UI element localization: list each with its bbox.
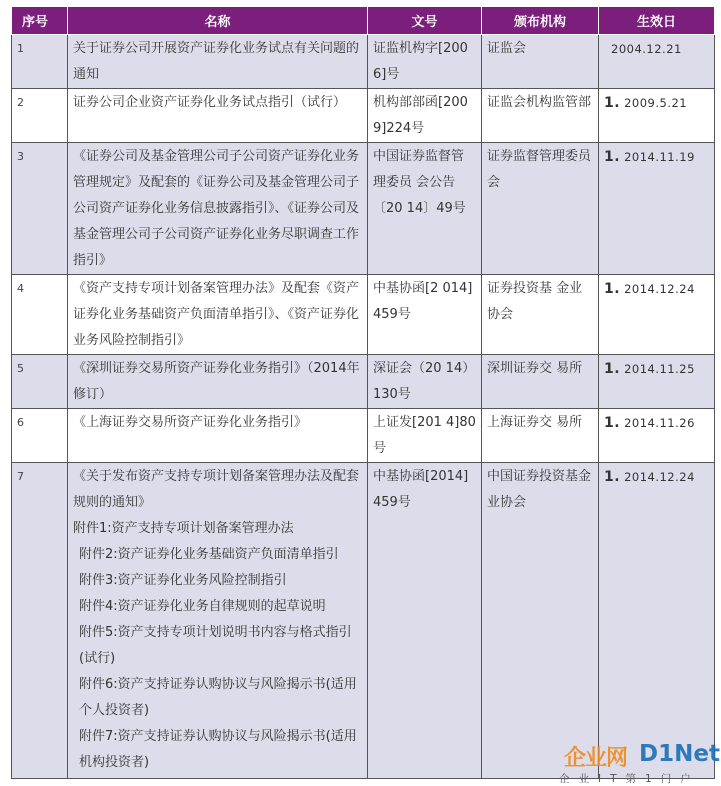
- row-issuer: 证监会机构监管部: [482, 89, 599, 143]
- row-name: 证券公司企业资产证券化业务试点指引（试行）: [68, 89, 368, 143]
- attachment-item: 附件2:资产证券化业务基础资产负面清单指引: [79, 547, 339, 562]
- attachment-item: 附件7:资产支持证券认购协议与风险揭示书(适用机构投资者): [79, 729, 357, 770]
- row-effective-date: [599, 35, 715, 89]
- attachment-item: 附件3:资产证券化业务风险控制指引: [79, 573, 287, 588]
- header-issuer: 颁布机构: [482, 7, 599, 35]
- effective-date-value: 2014.12.24: [624, 470, 695, 484]
- watermark-brand-cn: 企业网: [564, 746, 628, 771]
- table-row: [12, 143, 715, 275]
- row-effective-date: [599, 143, 715, 275]
- row-issuer: 深圳证券交 易所: [482, 355, 599, 409]
- site-watermark-logo: [541, 740, 721, 786]
- row-issuer: 证券监督管理委员会: [482, 143, 599, 275]
- attachment-item: 附件5:资产支持专项计划说明书内容与格式指引(试行): [79, 625, 352, 666]
- attachment-item: 附件4:资产证券化业务自律规则的起草说明: [79, 599, 326, 614]
- watermark-brand-en: D1Net: [639, 741, 720, 767]
- watermark-tagline: 企业IT第1门户: [559, 773, 700, 785]
- effective-date-value: 2009.5.21: [624, 96, 688, 110]
- row-doc-number: 证监机构字[2006]号: [368, 35, 482, 89]
- notice-title: 《关于发布资产支持专项计划备案管理办法及配套规则的通知》: [73, 469, 360, 510]
- row-name: 《证券公司及基金管理公司子公司资产证券化业务管理规定》及配套的《证券公司及基金管理公司子公司资产证券化业务信息披露指引》、《证券公司及基金管理公司子公司资产证券化业务尽职调查工作指引》: [68, 143, 368, 275]
- row-number: 1: [12, 35, 68, 89]
- row-name: 关于证券公司开展资产证券化业务试点有关问题的通知: [68, 35, 368, 89]
- row-name: [68, 463, 368, 779]
- row-effective-date: [599, 355, 715, 409]
- attachment-item: 附件1:资产支持专项计划备案管理办法: [73, 521, 294, 536]
- row-issuer: 证券投资基 金业协会: [482, 275, 599, 355]
- header-effective-date: 生效日: [599, 7, 715, 35]
- row-effective-date: [599, 463, 715, 779]
- row-number: 7: [12, 463, 68, 779]
- list-marker: 1.: [604, 95, 621, 111]
- row-doc-number: 中国证券监督管理委员 会公告〔20 14〕49号: [368, 143, 482, 275]
- list-marker: 1.: [604, 415, 621, 431]
- table-header-row: [12, 7, 715, 35]
- effective-date-value: 2014.11.25: [624, 362, 695, 376]
- table-row: [12, 35, 715, 89]
- row-doc-number: 深证会（20 14）130号: [368, 355, 482, 409]
- list-marker: 1.: [604, 469, 621, 485]
- table-row: [12, 275, 715, 355]
- row-effective-date: [599, 89, 715, 143]
- table-row: [12, 89, 715, 143]
- row-number: 3: [12, 143, 68, 275]
- list-marker: 1.: [604, 149, 621, 165]
- row-issuer: 上海证券交 易所: [482, 409, 599, 463]
- header-doc-number: 文号: [368, 7, 482, 35]
- row-doc-number: 机构部部函[2009]224号: [368, 89, 482, 143]
- table-row: [12, 355, 715, 409]
- page-edge-mark: [714, 160, 721, 182]
- row-doc-number: 中基协函[2 014]459号: [368, 275, 482, 355]
- effective-date-value: 2014.11.19: [624, 150, 695, 164]
- row-name: 《上海证券交易所资产证券化业务指引》: [68, 409, 368, 463]
- list-marker: 1.: [604, 281, 621, 297]
- row-number: 4: [12, 275, 68, 355]
- row-number: 5: [12, 355, 68, 409]
- table-row: [12, 409, 715, 463]
- effective-date-value: 2014.11.26: [624, 416, 695, 430]
- header-no: 序号: [12, 7, 68, 35]
- row-name: 《深圳证券交易所资产证券化业务指引》（2014年修订）: [68, 355, 368, 409]
- table-row: [12, 463, 715, 779]
- row-issuer: 证监会: [482, 35, 599, 89]
- row-doc-number: 上证发[201 4]80号: [368, 409, 482, 463]
- attachment-item: 附件6:资产支持证券认购协议与风险揭示书(适用个人投资者): [79, 677, 357, 718]
- effective-date-value: 2004.12.21: [611, 42, 682, 56]
- row-number: 6: [12, 409, 68, 463]
- effective-date-value: 2014.12.24: [624, 282, 695, 296]
- regulations-table: [11, 6, 715, 779]
- row-issuer: 中国证券投资基金业协会: [482, 463, 599, 779]
- row-number: 2: [12, 89, 68, 143]
- list-marker: 1.: [604, 361, 621, 377]
- row-effective-date: [599, 409, 715, 463]
- row-effective-date: [599, 275, 715, 355]
- header-name: 名称: [68, 7, 368, 35]
- row-doc-number: 中基协函[2014]459号: [368, 463, 482, 779]
- row-name: 《资产支持专项计划备案管理办法》及配套《资产证券化业务基础资产负面清单指引》、《资产证券化业务风险控制指引》: [68, 275, 368, 355]
